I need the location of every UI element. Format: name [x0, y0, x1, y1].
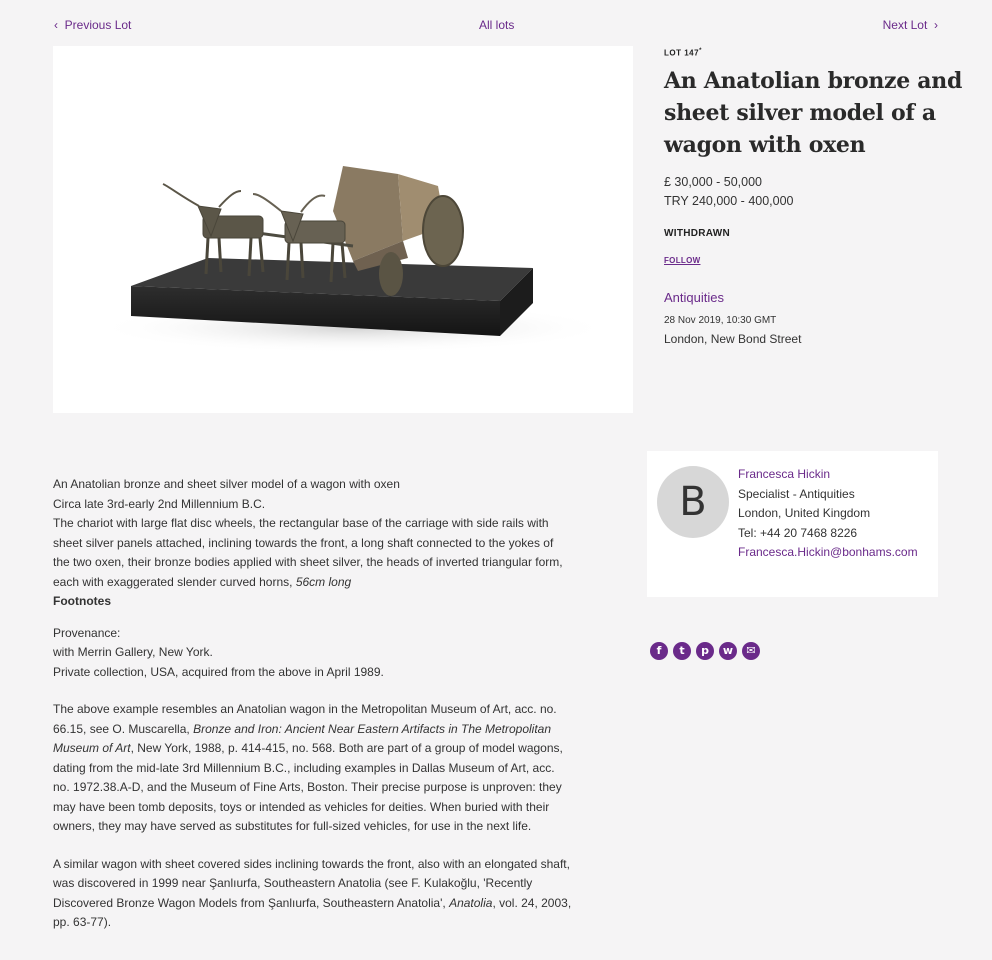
twitter-icon[interactable]: t	[673, 642, 691, 660]
specialist-phone: Tel: +44 20 7468 8226	[738, 525, 858, 540]
sale-date: 28 Nov 2019, 10:30 GMT	[664, 314, 777, 326]
footnote-citation: Anatolia	[449, 895, 493, 910]
lot-description	[53, 475, 573, 933]
specialist-role: Specialist - Antiquities	[738, 486, 855, 501]
all-lots-link[interactable]: All lots	[479, 18, 515, 32]
previous-lot-link[interactable]	[54, 18, 131, 32]
chevron-left-icon: ‹	[54, 18, 58, 32]
specialist-card	[647, 451, 938, 597]
description-body	[53, 514, 573, 592]
sale-location: London, New Bond Street	[664, 331, 802, 346]
next-lot-label: Next Lot	[882, 18, 928, 32]
specialist-city: London, United Kingdom	[738, 506, 871, 520]
description-body-text: The chariot with large flat disc wheels, the rectangular base of the carriage with side rails with sheet silver panels attached, inclining towards the front, a long shaft connected to the yokes of the two oxen, their bronze bodies applied with sheet silver, the heads of inverted triangular form, each with exaggerated slender curved horns,	[53, 516, 563, 589]
email-icon[interactable]: ✉	[742, 642, 760, 660]
description-size: 56cm long	[295, 574, 352, 589]
footnote-paragraph	[53, 855, 573, 933]
weibo-icon[interactable]: w	[719, 642, 737, 660]
lot-details-panel	[664, 48, 964, 346]
provenance-block	[53, 624, 573, 683]
lot-number	[664, 48, 964, 58]
specialist-info	[738, 465, 936, 563]
footnote-paragraph	[53, 700, 573, 837]
wagon-model-illustration	[53, 46, 633, 413]
avatar: B	[657, 466, 729, 538]
specialist-email-link[interactable]: Francesca.Hickin@bonhams.com	[738, 545, 918, 559]
facebook-icon[interactable]: f	[650, 642, 668, 660]
status-badge: WITHDRAWN	[664, 227, 731, 239]
next-lot-link[interactable]	[883, 18, 938, 32]
footnote-text: , New York, 1988, p. 414-415, no. 568. Both are part of a group of model wagons, dating from the mid-late 3rd Millennium B.C., including examples in Dallas Museum of Art, acc. no. 1972.38.A-D, and the Museum of Fine Arts, Boston. Their precise purpose is unproven: they may have been tomb deposits, toys or intended as vehicles for deities. When buried with their owners, they may have served as substitutes for full-sized vehicles, for use in the next life.	[53, 741, 563, 833]
lot-number-text: LOT 147	[664, 48, 700, 58]
follow-button[interactable]: FOLLOW	[664, 255, 701, 265]
provenance-label: Provenance:	[53, 625, 121, 640]
pinterest-icon[interactable]: p	[696, 642, 714, 660]
estimate-gbp: £ 30,000 - 50,000	[664, 174, 762, 189]
footnotes-label: Footnotes	[53, 594, 111, 608]
specialist-name-link[interactable]: Francesca Hickin	[738, 467, 831, 481]
previous-lot-label: Previous Lot	[64, 18, 132, 32]
description-circa: Circa late 3rd-early 2nd Millennium B.C.	[53, 496, 266, 511]
provenance-item: Private collection, USA, acquired from the above in April 1989.	[53, 664, 384, 679]
description-heading: An Anatolian bronze and sheet silver model of a wagon with oxen	[53, 477, 400, 491]
footnote-text: , vol. 24, 2003, pp. 63-77).	[53, 895, 572, 929]
lot-image[interactable]	[53, 46, 633, 413]
department-link[interactable]: Antiquities	[664, 289, 724, 305]
footnote-text: The above example resembles an Anatolian wagon in the Metropolitan Museum of Art, acc. no. 66.15, see O. Muscarella,	[53, 702, 557, 736]
footnote-text: A similar wagon with sheet covered sides inclining towards the front, also with an elongated shaft, was discovered in 1999 near Şanlıurfa, Southeastern Anatolia (see F. Kulakoğlu, 'Recently Discovered Bronze Wagon Models from Şanlıurfa, Southeastern Anatolia',	[53, 856, 570, 910]
estimate	[664, 173, 964, 211]
footnote-citation: Bronze and Iron: Ancient Near Eastern Artifacts in The Metropolitan Museum of Art	[53, 721, 552, 755]
lot-title: An Anatolian bronze and sheet silver model of a wagon with oxen	[664, 67, 963, 158]
share-bar	[650, 642, 765, 662]
provenance-item: with Merrin Gallery, New York.	[53, 645, 213, 659]
lot-marker: *	[699, 48, 702, 54]
estimate-try: TRY 240,000 - 400,000	[664, 193, 794, 208]
lot-navigation	[54, 18, 938, 34]
chevron-right-icon: ›	[934, 18, 938, 32]
